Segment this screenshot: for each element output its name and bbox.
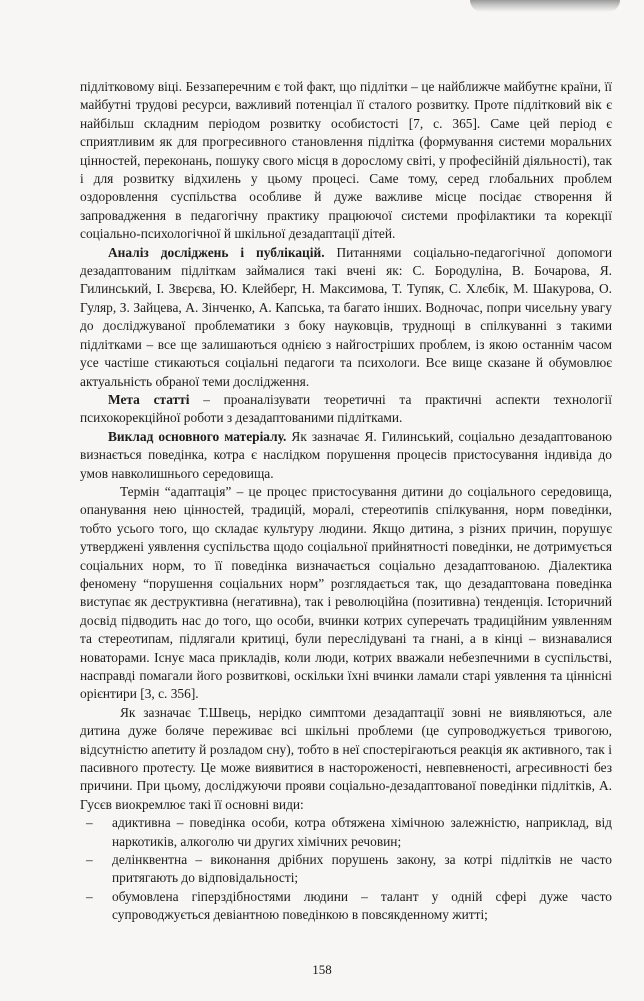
scan-shadow <box>470 0 620 12</box>
page-number: 158 <box>312 962 332 977</box>
paragraph-main-material-text: Як зазначає Я. Гилинський, соціально дезадаптованою визнається поведінка, котра є наслідком порушення процесів пристосування індивіда до умов навколишнього середовища. <box>80 428 612 481</box>
list-item: – делінквентна – виконання дрібних порушень закону, за котрі підлітків не часто притягають до відповідальності; <box>80 851 612 888</box>
paragraph-aim-text: – проаналізувати теоретичні та практичні аспекти технології психокорекційної роботи з дезадаптованими підлітками. <box>80 391 612 426</box>
paragraph-intro-continuation: підлітковому віці. Беззаперечним є той факт, що підлітки – це найближче майбутнє країни, її майбутні трудові ресурси, важливий потенціал її сталого розвитку. Проте підлітковий вік є найбільш складним періодом розвитку особистості [7, с. 365]. Саме цей період є сприятливим як для прогресивного становлення підлітка (формування системи моральних цінностей, переконань, пошуку свого місця в дорослому світі, у професійній діяльності), так і для розвитку відхилень у цьому процесі. Саме тому, серед глобальних проблем оздоровлення суспільства особливе й дуже важливе місце посідає створення й запровадження в педагогічну практику працюючої системи профілактики та корекції соціально-психологічної й шкільної дезадаптації дітей. <box>80 79 612 242</box>
list-item: – адиктивна – поведінка особи, котра обтяжена хімічною залежністю, наприклад, від наркотиків, алкоголю чи других хімічних речовин; <box>80 814 612 851</box>
section-heading-analysis: Аналіз досліджень і публікацій. <box>108 244 325 260</box>
paragraph-main-material <box>80 428 612 483</box>
paragraph-aim <box>80 391 612 428</box>
section-heading-main-material: Виклад основного матеріалу. <box>108 428 287 444</box>
section-heading-aim: Мета статті <box>108 391 190 407</box>
page-body <box>80 78 612 925</box>
paragraph-adaptation-term: Термін “адаптація” – це процес пристосування дитини до соціального середовища, опанування нею цінностей, традицій, моралі, стереотипів спілкування, норм поведінки, тобто усього того, що складає культуру людини. Якщо дитина, з різних причин, порушує утверджені уявлення суспільства щодо соціальної прийнятності поведінки, не дотримується соціальних норм, то її поведінка визначається соціально дезадаптованою. Діалектика феномену “порушення соціальних норм” розглядається так, що дезадаптована поведінка виступає як деструктивна (негативна), так і революційна (позитивна) тенденція. Історичний досвід підводить нас до того, що особи, вчинки котрих суперечать традиційним уявленням та стереотипам, підлягали критиці, були переслідувані та гнані, а в кінці – визнавалися новаторами. Існує маса прикладів, коли люди, котрих вважали небезпечними в суспільстві, насправді помагали його розвиткові, оскільки їхні вчинки ламали старі уявлення та ціннісні орієнтири [3, с. 356]. <box>80 483 612 702</box>
paragraph-literature-review <box>80 244 612 391</box>
paragraph-literature-review-text: Питаннями соціально-педагогічної допомоги дезадаптованим підліткам займалися такі вчені як: С. Бородуліна, В. Бочарова, Я. Гилинський, І. Звєрєва, Ю. Клейберг, Н. Максимова, Т. Тупяк, С. Хлєбік, М. Шакурова, О. Гуляр, З. Зайцева, А. Зінченко, А. Капська, та багато інших. Водночас, попри чисельну увагу до досліджуваної проблематики з боку науковців, труднощі в спілкуванні з такими підлітками – все ще залишаються однією з найгостріших проблем, із якою останнім часом усе частіше стикаються соціальні педагоги та психологи. Все вище сказане й обумовлює актуальність обраної теми дослідження. <box>80 244 612 389</box>
paragraph-maladaptation-symptoms: Як зазначає Т.Швець, нерідко симптоми дезадаптації зовні не виявляються, але дитина дуже боляче переживає всі шкільні проблеми (це супроводжується тривогою, відсутністю апетиту й розладом сну), тобто в неї спостерігаються реакція як активного, так і пасивного протесту. Це може виявитися в настороженості, невпевненості, агресивності без причини. При цьому, досліджуючи прояви соціально-дезадаптованої поведінки підлітків, А. Гусєв виокремлює такі її основні види: <box>80 704 612 812</box>
behavior-types-list <box>80 814 612 924</box>
list-item: – обумовлена гіперздібностями людини – талант у одній сфері дуже часто супроводжується девіантною поведінкою в повсякденному житті; <box>80 888 612 925</box>
